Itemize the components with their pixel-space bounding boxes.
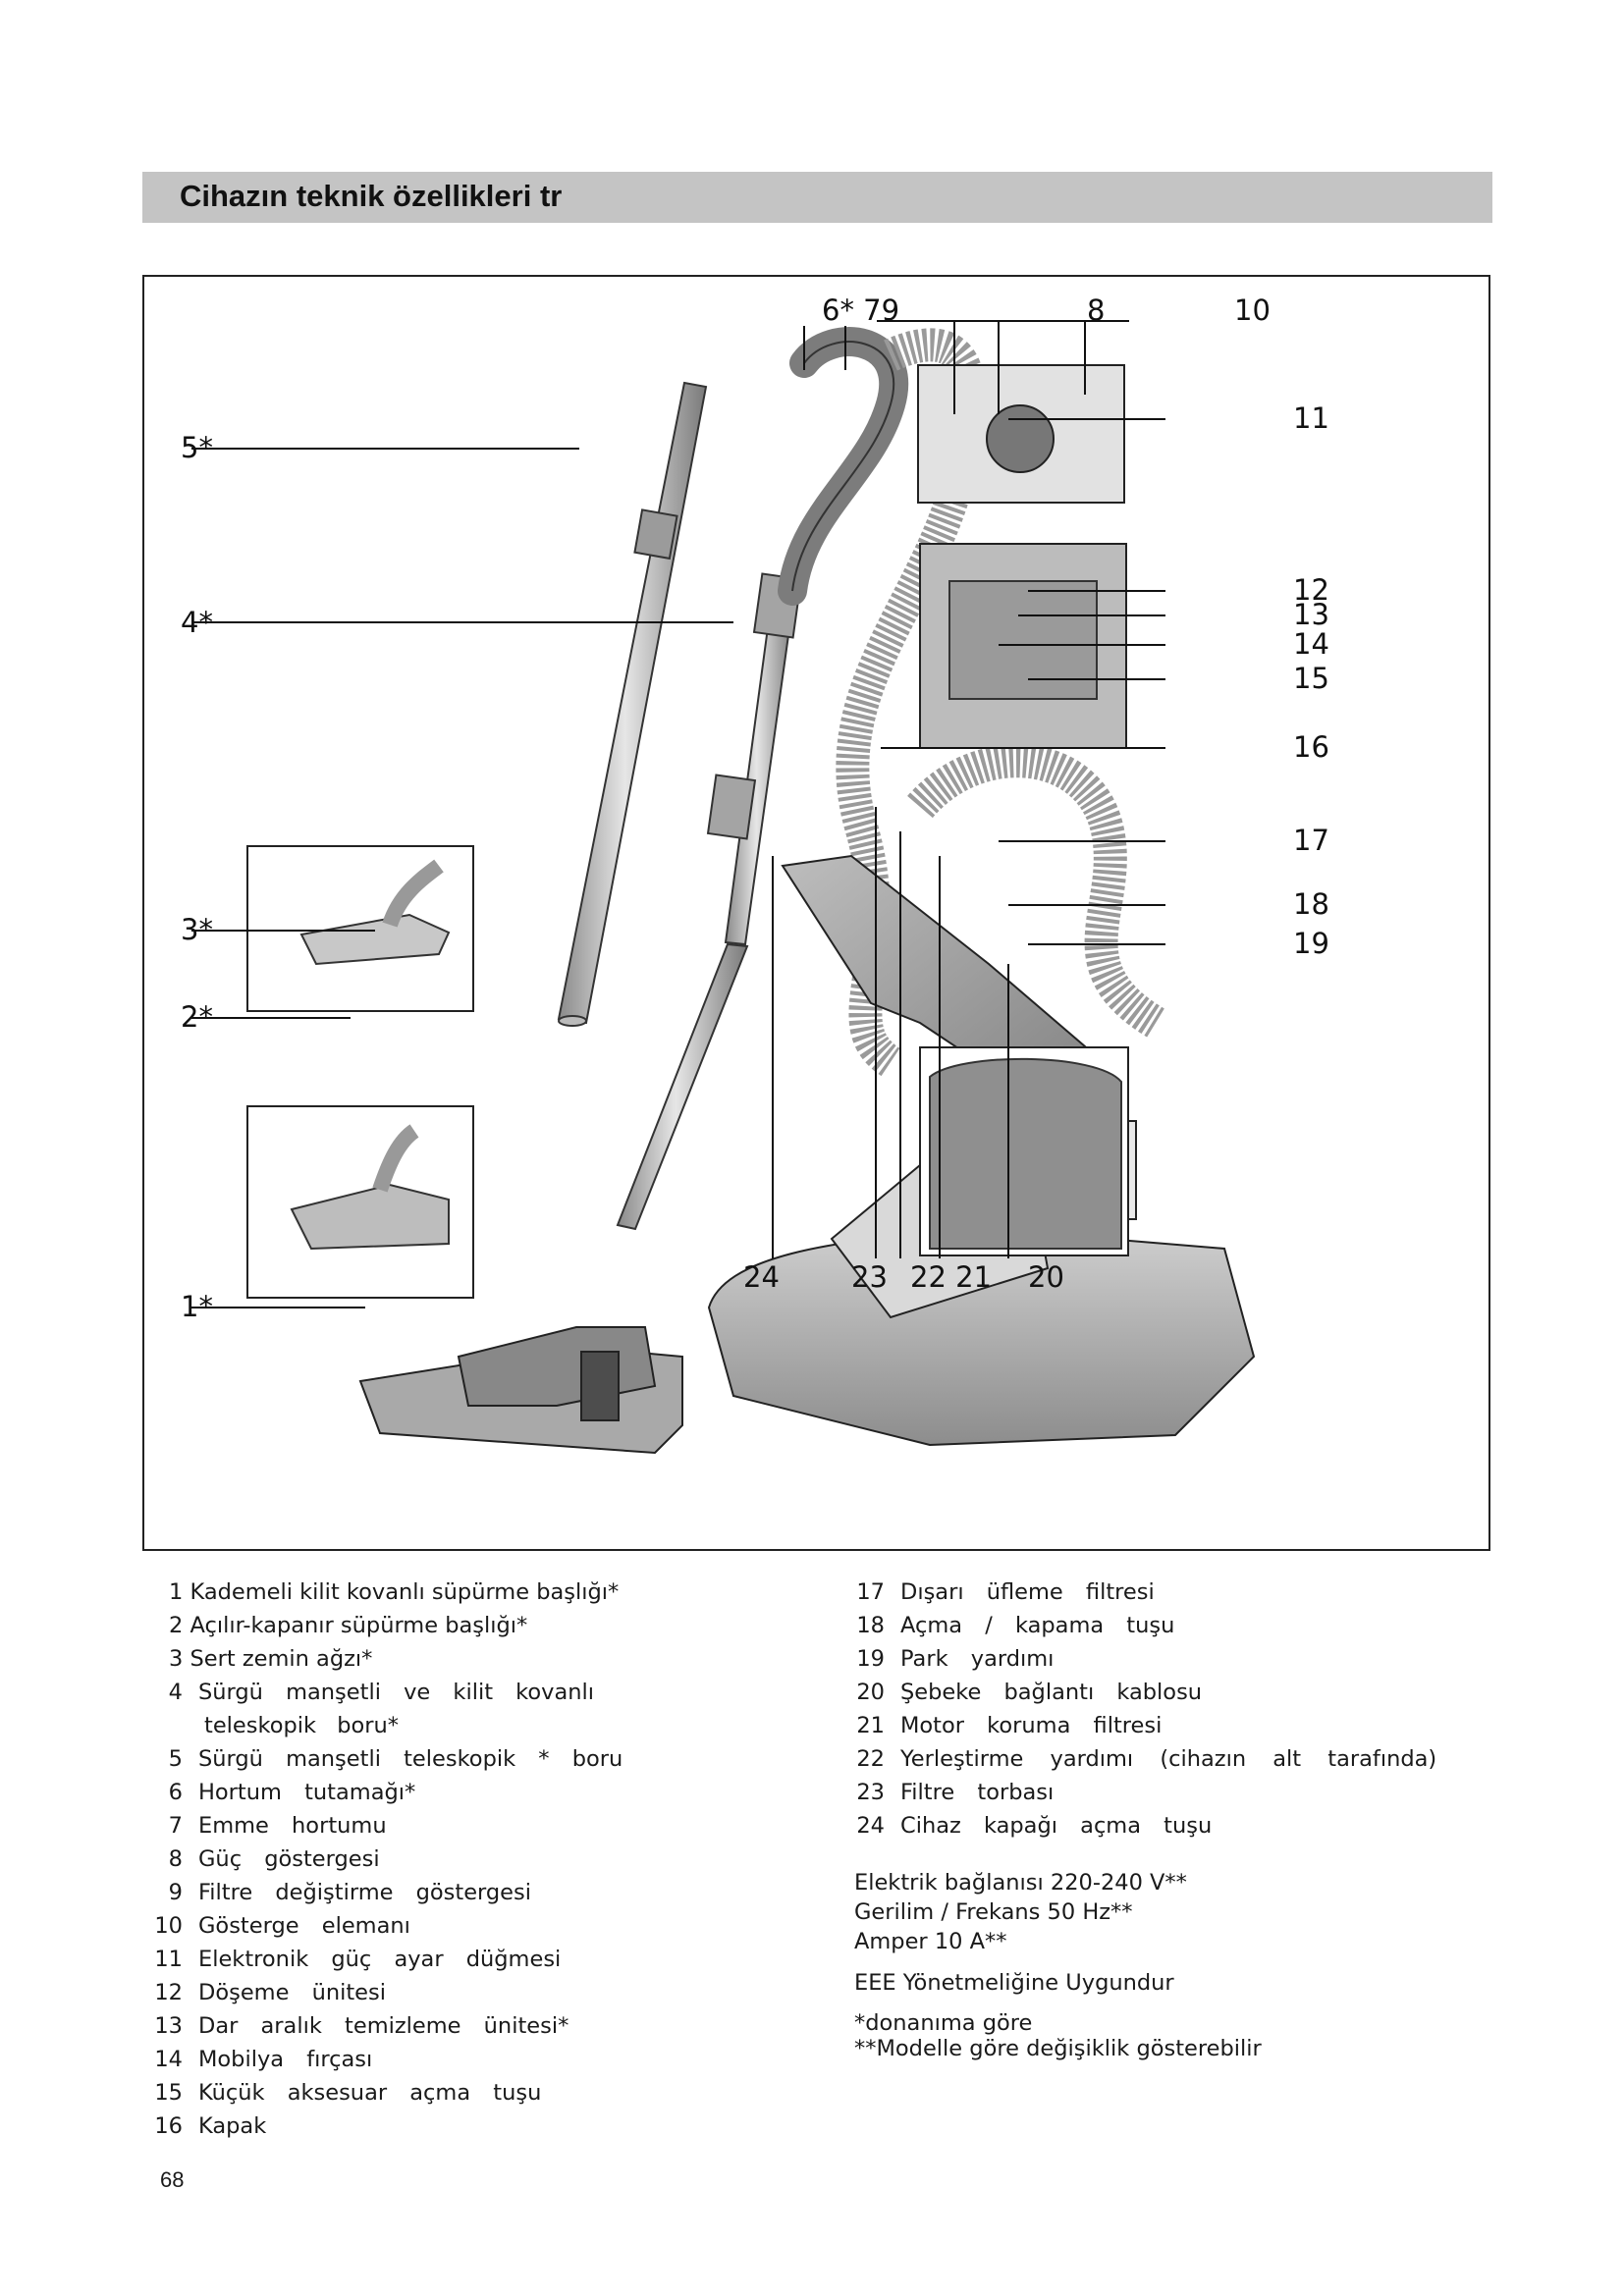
callout-13: 13 — [1293, 598, 1329, 631]
footnote-model: **Modelle göre değişiklik gösterebilir — [854, 2036, 1262, 2061]
electrical-specs — [854, 1868, 1187, 1956]
spec-current: Amper 10 A** — [854, 1929, 1007, 1954]
page-number: 68 — [160, 2167, 185, 2192]
footnote-equipment: *donanıma göre — [854, 2010, 1033, 2036]
callout-5: 5* — [181, 431, 213, 464]
callout-1: 1* — [181, 1290, 213, 1323]
loose-telescopic-tube — [559, 383, 706, 1026]
callout-23: 23 — [851, 1260, 888, 1294]
callout-14: 14 — [1293, 627, 1329, 661]
callout-3: 3* — [181, 913, 213, 946]
callout-20: 20 — [1028, 1260, 1064, 1294]
callout-11: 11 — [1293, 401, 1329, 435]
callout-17: 17 — [1293, 824, 1329, 857]
vacuum-diagram — [142, 275, 1490, 1551]
callout-22-21: 22 21 — [910, 1260, 993, 1294]
section-header-bar — [142, 172, 1492, 223]
callout-18: 18 — [1293, 887, 1329, 921]
compliance-note: EEE Yönetmeliğine Uygundur — [854, 1970, 1174, 1996]
callout-2: 2* — [181, 1000, 213, 1034]
callout-10: 10 — [1234, 294, 1271, 327]
callout-12: 12 — [1293, 573, 1329, 607]
callout-15: 15 — [1293, 662, 1329, 695]
callout-16: 16 — [1293, 730, 1329, 764]
spec-voltage: Elektrik bağlanısı 220-240 V** — [854, 1870, 1187, 1896]
page-title: Cihazın teknik özellikleri tr — [180, 179, 563, 213]
callout-24: 24 — [743, 1260, 780, 1294]
vacuum-illustration — [144, 277, 1490, 1551]
callout-19: 19 — [1293, 927, 1329, 960]
callout-4: 4* — [181, 606, 213, 639]
callout-6-7-9: 6* 79 — [822, 294, 900, 327]
floor-nozzle — [360, 1327, 682, 1453]
footnotes — [854, 2010, 1262, 2061]
spec-frequency: Gerilim / Frekans 50 Hz** — [854, 1899, 1133, 1925]
callout-8: 8 — [1087, 294, 1106, 327]
